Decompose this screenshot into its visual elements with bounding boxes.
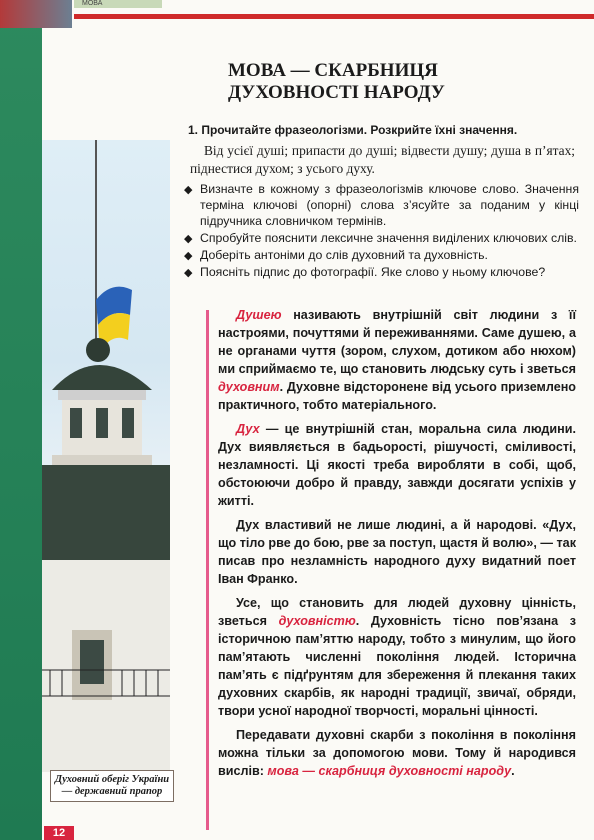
bullet-item: ◆ Визначте в кожному з фразеологізмів ключове слово. Значення терміна ключові (опорні) слова з’ясуйте за поданим у кінці підручника словничком термінів.: [184, 182, 579, 228]
bullet-item: ◆ Поясніть підпис до фотографії. Яке слово у ньому ключове?: [184, 265, 546, 279]
header-tab: МОВА: [74, 0, 162, 8]
paragraph-dusha: Душею називають внутрішній світ людини з її настроями, почуттями й переживаннями. Саме душею, а не органами чуття (зором, слухом, дотиком або нюхом) ми сприймаємо те, що становить людську суть і зветься духовним. Духовне відсторонене від усього приземлено практичного, тобто матеріального.: [218, 308, 576, 412]
exercise-task: 1. Прочитайте фразеологізми. Розкрийте їхні значення.: [188, 123, 518, 137]
bullet-item: ◆ Спробуйте пояснити лексичне значення виділених ключових слів.: [184, 231, 577, 245]
paragraph-mova: Передавати духовні скарби з покоління в покоління можна тільки за допомогою мови. Тому й народився вислів: мова — скарбниця духовності народу.: [218, 728, 576, 778]
exercise-phrases: Від усієї душі; припасти до душі; відвести душу; душа в п’ятах; піднестися духом; з усього духу.: [190, 143, 575, 176]
left-green-strip: [0, 0, 42, 840]
tower-flag-photo: [42, 140, 170, 772]
tower-illustration: [42, 140, 170, 772]
page-number: 12: [44, 826, 74, 840]
section-title: МОВА — СКАРБНИЦЯ ДУХОВНОСТІ НАРОДУ: [228, 60, 445, 103]
diamond-icon: ◆: [184, 267, 193, 279]
main-text: [218, 306, 576, 786]
paragraph-dukhovnist: Усе, що становить для людей духовну цінність, зветься духовністю. Духовність тісно пов’язана з історичною пам’яттю народу, тобто з минулим, що його пам’ятають численні покоління людей. Історична пам’ять є підґрунтям для збереження й плекання таких духовних скарбів, як народні традиції, звичаї, обряди, твори усної народної творчості, моральні цінності.: [218, 596, 576, 718]
header-red-bar: [74, 14, 594, 19]
paragraph-franko: Дух властивий не лише людині, а й народові. «Дух, що тіло рве до бою, рве за поступ, щастя й волю», — так писав про незламність народного духу видатний поет Іван Франко.: [218, 518, 576, 586]
bullet-item: ◆ Доберіть антоніми до слів духовний та духовність.: [184, 248, 488, 262]
diamond-icon: ◆: [184, 184, 193, 196]
exercise-bullets: [184, 181, 579, 281]
diamond-icon: ◆: [184, 250, 193, 262]
corner-photo: [0, 0, 72, 28]
diamond-icon: ◆: [184, 233, 193, 245]
photo-caption: Духовний оберіг України — державний прапор: [50, 770, 174, 802]
paragraph-dukh: Дух — це внутрішній стан, моральна сила людини. Дух виявляється в бадьорості, рішучості, сміливості, незламності. Ці якості треба виробляти в собі, щоб, обстоюючи добро й правду, завжди досягати успіхів у житті.: [218, 422, 576, 508]
pink-margin-rule: [206, 310, 209, 830]
